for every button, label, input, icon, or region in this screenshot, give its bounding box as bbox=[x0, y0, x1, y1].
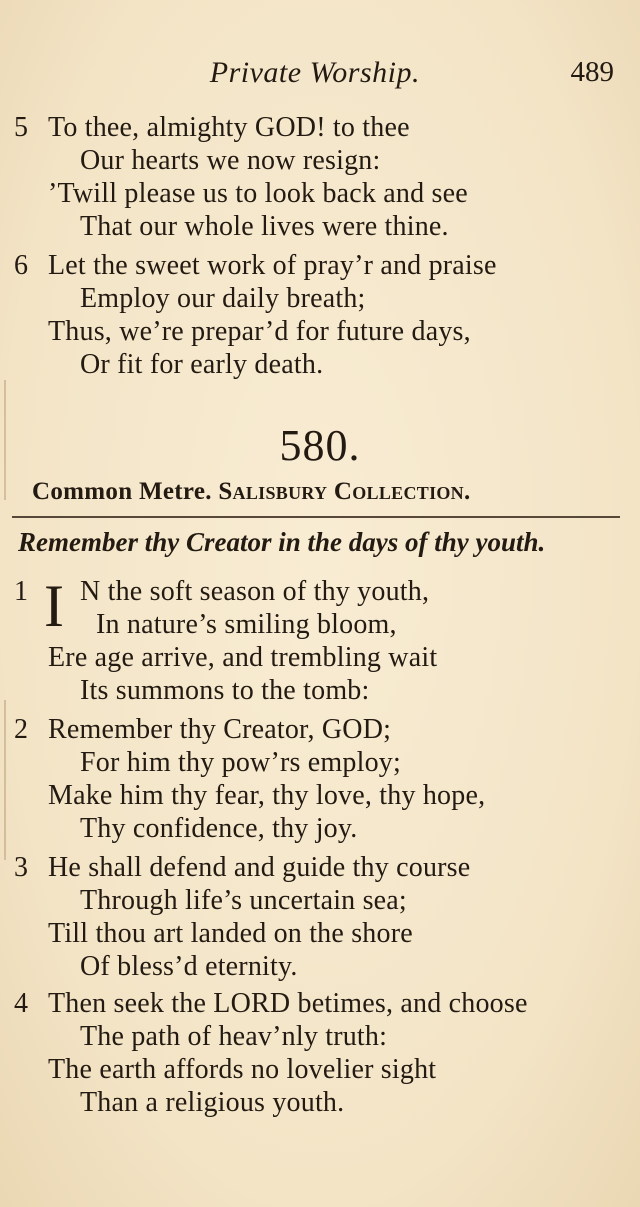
verse-line: Ere age arrive, and trembling wait bbox=[48, 642, 438, 673]
hymn-meter: Common Metre. bbox=[32, 478, 212, 505]
verse-line: Or fit for early death. bbox=[80, 349, 324, 380]
verse-line: The path of heav’nly truth: bbox=[80, 1021, 388, 1052]
verse-line: Let the sweet work of pray’r and praise bbox=[48, 250, 497, 281]
hymn-number: 580. bbox=[279, 421, 361, 470]
verse-line: Its summons to the tomb: bbox=[80, 675, 370, 706]
verse-line: To thee, almighty GOD! to thee bbox=[48, 112, 410, 143]
hymn-subtitle: Remember thy Creator in the days of thy youth. bbox=[18, 527, 546, 557]
verse-line: For him thy pow’rs employ; bbox=[80, 747, 401, 778]
verse-line: Then seek the LORD betimes, and choose bbox=[48, 988, 528, 1019]
verse-number: 1 bbox=[14, 576, 28, 607]
hymn-source: Salisbury Collection. bbox=[218, 478, 471, 505]
divider-rule bbox=[12, 516, 620, 518]
drop-cap: I bbox=[44, 573, 64, 639]
verse-line: Thus, we’re prepar’d for future days, bbox=[48, 316, 471, 347]
page-edge-shadow bbox=[4, 700, 6, 860]
verse-number: 3 bbox=[14, 852, 28, 883]
verse-number: 5 bbox=[14, 112, 28, 143]
verse-line: Our hearts we now resign: bbox=[80, 145, 381, 176]
verse-line: ’Twill please us to look back and see bbox=[48, 178, 468, 209]
verse-line: That our whole lives were thine. bbox=[80, 211, 449, 242]
page-header bbox=[0, 56, 640, 96]
verse-number: 6 bbox=[14, 250, 28, 281]
verse-line: Remember thy Creator, GOD; bbox=[48, 714, 392, 745]
verse-number: 2 bbox=[14, 714, 28, 745]
verse-line: N the soft season of thy youth, bbox=[80, 576, 430, 607]
verse-line: Through life’s uncertain sea; bbox=[80, 885, 407, 916]
page-number: 489 bbox=[570, 56, 614, 88]
verse-line: Till thou art landed on the shore bbox=[48, 918, 413, 949]
verse-line: He shall defend and guide thy course bbox=[48, 852, 471, 883]
verse-line: Employ our daily breath; bbox=[80, 283, 366, 314]
hymn-meter-line bbox=[32, 478, 471, 506]
verse-line: Thy confidence, thy joy. bbox=[80, 813, 358, 844]
verse-line: Than a religious youth. bbox=[80, 1087, 345, 1118]
verse-line: Of bless’d eternity. bbox=[80, 951, 298, 982]
running-title: Private Worship. bbox=[209, 56, 420, 89]
verse-line: Make him thy fear, thy love, thy hope, bbox=[48, 780, 486, 811]
verse-number: 4 bbox=[14, 988, 28, 1019]
verse-line: The earth affords no lovelier sight bbox=[48, 1054, 437, 1085]
verse-line: In nature’s smiling bloom, bbox=[96, 609, 397, 640]
